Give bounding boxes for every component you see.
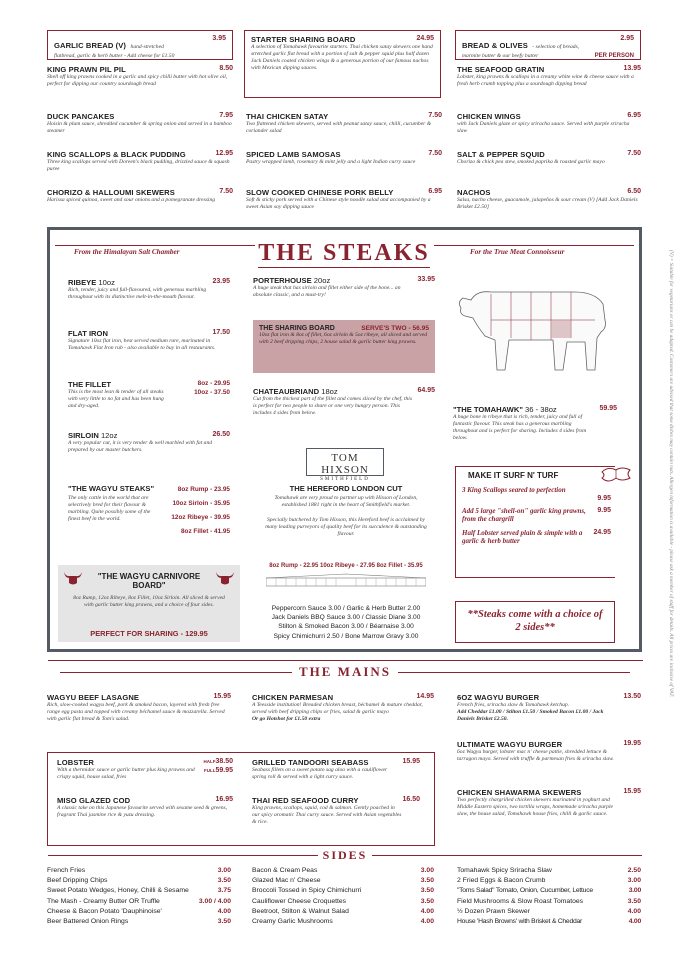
item-name: DUCK PANCAKES [47, 112, 115, 121]
surf-title: MAKE IT SURF N' TURF [468, 471, 559, 480]
item-size: 20oz [313, 276, 331, 285]
item-price: 8oz Fillet - 41.95 [180, 528, 230, 535]
item-name: THAI RED SEAFOOD CURRY [252, 796, 359, 805]
item-price: PERFECT FOR SHARING - 129.95 [90, 629, 208, 638]
side-item [457, 876, 641, 886]
item-price: 12oz Ribeye - 39.95 [171, 514, 230, 521]
item-price: 24.95 [416, 35, 434, 42]
item-name: KING SCALLOPS & BLACK PUDDING [47, 150, 186, 159]
side-name: The Mash - Creamy Butter OR Truffle [47, 897, 160, 905]
starter-king-prawn-pil-pil [47, 65, 233, 88]
starter-chicken-wings [457, 112, 641, 135]
right-subtitle: For the True Meat Connoisseur [470, 248, 565, 256]
item-name: LOBSTER [57, 758, 94, 767]
item-name: CHICKEN SHAWARMA SKEWERS [457, 788, 582, 797]
item-price: 16.95 [215, 796, 233, 803]
item-price: 7.95 [219, 112, 233, 119]
item-name: "THE TOMAHAWK" [453, 405, 523, 414]
item-extra: Add Cheddar £1.00 / Stilton £1.50 / Smoked Bacon £1.00 / Jack Daniels Brisket £2.50. [457, 708, 604, 722]
side-price: 2.50 [627, 867, 641, 874]
item-name: RIBEYE [68, 278, 97, 287]
item-desc: Shell off king prawns cooked in a garlic and spicy chilli butter with hot olive oil, perfect for dipping our country sourdough bread [47, 74, 228, 87]
side-price: 4.00 [420, 918, 434, 926]
item-price: 33.95 [417, 276, 435, 283]
starter-garlic-bread [47, 30, 233, 60]
item-price: 10oz Sirloin - 35.95 [172, 500, 230, 507]
steaks-title: THE STEAKS [258, 240, 430, 266]
surf-item: Add 5 large "shell-on" garlic king prawns, from the chargrill [462, 507, 586, 524]
item-extra: Or go Hotshot for £1.50 extra [252, 715, 321, 722]
side-item [457, 907, 641, 917]
item-desc: Harissa spiced quinoa, sweet and sour onions and a pomegranate dressing [47, 197, 216, 203]
item-desc: Three king scallops served with Doreen's black pudding, drizzled sauce & squash puree [47, 159, 230, 172]
surf-price: 9.95 [597, 495, 611, 502]
item-desc: 10oz flat iron & 8oz of fillet, 6oz sirloin & 5oz ribeye, all sliced and served with 2 beef dripping chips, 2 house salad & garlic butter king prawns. [259, 332, 428, 345]
item-desc: - selection of breads, [532, 44, 580, 50]
item-desc: Specially butchered by Tom Hixson, this Hereford beef is acclaimed by many leading purveyors of quality beef for its succulence & outstanding flavour. [265, 516, 427, 537]
cow-cuts-diagram [455, 280, 613, 378]
side-price: 3.50 [627, 897, 641, 905]
surf-price: 24.95 [593, 528, 611, 536]
side-price: 3.00 [217, 867, 231, 874]
starter-seafood-gratin [457, 65, 641, 88]
item-price: 15.95 [402, 758, 420, 765]
sauce-line: Peppercorn Sauce 3.00 / Garlic & Herb Butter 2.00 [271, 605, 421, 612]
side-price: 4.00 [628, 918, 641, 926]
side-item [252, 917, 434, 927]
item-price: 15.95 [623, 788, 641, 795]
side-item [252, 886, 434, 896]
item-price: 12.95 [215, 150, 233, 157]
starter-king-scallops [47, 150, 233, 173]
item-price: 10oz - 37.50 [194, 389, 230, 396]
sauce-line: Stilton & Smoked Bacon 3.00 / Béarnaise 3.00 [278, 623, 414, 631]
item-price: 8oz Rump - 23.95 [177, 486, 230, 493]
item-name: CHICKEN WINGS [457, 112, 521, 121]
divider [434, 245, 634, 246]
side-item [252, 897, 434, 907]
item-size: 36 - 38oz [525, 405, 557, 414]
side-price: 3.50 [420, 897, 434, 905]
starter-salt-pepper-squid [457, 150, 641, 166]
item-price: 14.95 [416, 693, 434, 700]
item-price: 8.50 [219, 65, 233, 72]
steak-fillet [68, 380, 230, 410]
sides-col-1 [47, 866, 231, 927]
item-price: 6.95 [428, 188, 442, 195]
item-name: THE SHARING BOARD [259, 325, 335, 332]
side-item [47, 897, 231, 907]
sides-col-3 [457, 866, 641, 927]
side-name: Field Mushrooms & Slow Roast Tomatoes [457, 897, 584, 905]
item-size: 10oz [98, 278, 115, 287]
item-name: SALT & PEPPER SQUID [457, 150, 545, 159]
item-desc: Soft & sticky pork served with a Chinese style noodle salad and accompanied by a sweet Asian soy dipping sauce [246, 197, 431, 210]
divider [55, 245, 255, 246]
side-name: Glazed Mac n' Cheese [252, 877, 321, 885]
item-desc: flatbread, garlic & herb butter - Add cheese for £1.50 [54, 53, 175, 59]
lobster-icon [600, 462, 634, 488]
item-name: THE SEAFOOD GRATIN [457, 65, 545, 74]
hereford-prices: 8oz Rump - 22.95 10oz Ribeye - 27.95 8oz Fillet - 35.95 [269, 563, 423, 569]
starter-chorizo-halloumi [47, 188, 233, 204]
item-desc: hand-stretched [130, 44, 164, 50]
item-desc: With a thermidor sauce or garlic butter plus king prawns and crispy squid, house salad, fries [57, 767, 195, 780]
side-item [47, 886, 231, 896]
item-name: WAGYU BEEF LASAGNE [47, 693, 140, 702]
item-name: GARLIC BREAD (V) [54, 41, 127, 50]
item-name: CHATEAUBRIAND [253, 387, 320, 396]
item-price: 59.95 [215, 767, 233, 774]
side-name: Creamy Garlic Mushrooms [252, 918, 333, 926]
item-desc: Salsa, nacho cheese, guacamole, jalapeños & sour cream (V) [Add Jack Daniels Brisket £2.50] [457, 197, 638, 210]
item-name: SLOW COOKED CHINESE PORK BELLY [246, 188, 394, 197]
item-price: 7.50 [428, 112, 442, 119]
item-name: CHICKEN PARMESAN [252, 693, 334, 702]
sharing-board [253, 320, 435, 373]
main-lobster: LOBSTER HALF38.50 With a thermidor sauce or garlic butter plus king prawns and crispy squid, house salad, fries FULL59.95 [57, 758, 233, 780]
starter-sharing-board [244, 30, 441, 98]
main-wagyu-burger [457, 693, 641, 723]
side-item [47, 907, 231, 917]
steak-flat-iron [68, 329, 230, 352]
item-desc: Tomahawk are very proud to partner up with Hixson of London, established 1881 right in the heart of Smithfield's market. [274, 495, 418, 508]
allergen-note: (V) = Suitable for vegetarians or can be adapted. Customers are advised that some dishes may contain nuts. Allergen information is available - please ask a member of staff for details. All prices are inclusive of VAT. [668, 250, 674, 698]
item-price: 23.95 [212, 278, 230, 285]
surf-price: 9.95 [597, 507, 611, 514]
steak-tomahawk [453, 405, 617, 442]
surf-item: 3 King Scallops seared to perfection [462, 486, 566, 494]
side-item [252, 876, 434, 886]
sides-col-2 [252, 866, 434, 927]
side-name: Cauliflower Cheese Croquettes [252, 897, 347, 905]
side-price: 3.50 [217, 877, 231, 885]
carnivore-board [58, 565, 240, 642]
mains-title: THE MAINS [298, 664, 392, 679]
side-price: 4.00 [217, 907, 231, 915]
sauce-line: Spicy Chimichurri 2.50 / Bone Marrow Gravy 3.00 [273, 632, 419, 640]
side-price: 4.00 [420, 907, 434, 915]
item-name: THAI CHICKEN SATAY [246, 112, 329, 121]
main-tandoori-seabass [252, 758, 420, 781]
side-price: 3.00 [420, 867, 434, 874]
side-name: Beetroot, Stilton & Walnut Salad [252, 907, 349, 915]
surf-item: Half Lobster served plain & simple with a garlic & herb butter [462, 528, 583, 546]
side-name: Sweet Potato Wedges, Honey, Chilli & Sesame [47, 887, 189, 895]
item-name: FLAT IRON [68, 329, 108, 338]
two-sides-note [455, 601, 615, 643]
main-wagyu-lasagne [47, 693, 231, 723]
item-price: 13.50 [623, 693, 641, 700]
item-name: THE HEREFORD LONDON CUT [289, 484, 403, 493]
item-desc: This is the most lean & tender of all steaks with very little to no fat and has been hung and dry-aged. [68, 389, 164, 409]
logo-text: TOM HIXSON [321, 452, 369, 476]
side-name: Bacon & Cream Peas [252, 867, 318, 874]
side-price: 3.50 [420, 887, 434, 895]
two-sides-text: **Steaks come with a choice of 2 sides** [467, 609, 603, 633]
side-price: 3.00 [627, 877, 641, 885]
item-desc: A selection of Tomahawk favourite starters. Thai chicken satay skewers one hand stretched garlic flat bread with a portion of salt & pepper squid plus half dozen Jack Daniels coated chicken wings & a generous portion of our famous nachos with Mexican dipping sauces. [251, 44, 433, 71]
side-price: 3.00 / 4.00 [198, 897, 231, 905]
item-desc: marmite butter & our beefy butter [462, 53, 539, 59]
item-name: GRILLED TANDOORI SEABASS [252, 758, 369, 767]
item-name: SPICED LAMB SAMOSAS [246, 150, 341, 159]
divider [258, 267, 430, 268]
side-name: ½ Dozen Prawn Skewer [457, 907, 530, 915]
main-thai-seafood-curry [252, 796, 420, 826]
item-price: 38.50 [215, 758, 233, 765]
item-desc: Cut from the thickest part of the fillet and comes sliced by the chef, this is perfect for two people to share or one very hungry person. This includes 4 sides from below. [253, 396, 413, 416]
starter-pork-belly [246, 188, 442, 211]
item-desc: Rich, slow-cooked wagyu beef, pork & smoked bacon, layered with fresh free range egg pasta and topped with creamy béchamel sauce & mozzarella. Served with garlic flat bread & Tom's salad. [47, 702, 225, 722]
sauces-list [258, 604, 434, 641]
item-desc: Rich, tender, juicy and full-flavoured, with generous marbling throughout with its distinctive melt-in-the-mouth flavour. [68, 287, 207, 300]
side-price: 3.50 [420, 877, 434, 885]
item-size: 18oz [321, 387, 338, 396]
starter-thai-chicken-satay [246, 112, 442, 135]
side-name: Broccoli Tossed in Spicy Chimichurri [252, 887, 362, 895]
side-item [457, 886, 641, 896]
item-desc: French fries, sriracha slaw & Tomahawk ketchup. [457, 702, 570, 708]
divider [398, 672, 630, 673]
side-price: 3.50 [217, 918, 231, 926]
side-price: 4.00 [627, 907, 641, 915]
sauce-line: Jack Daniels BBQ Sauce 3.00 / Classic Diane 3.00 [271, 614, 421, 622]
item-price: 7.50 [428, 150, 442, 157]
side-item [457, 866, 641, 876]
item-name: SIRLOIN [68, 431, 99, 440]
side-name: Tomahawk Spicy Sriracha Slaw [457, 867, 552, 874]
item-desc: with Jack Daniels glaze or spicy sriracha sauce. Served with purple sriracha slaw [457, 121, 630, 134]
item-desc: Pastry wrapped lamb, rosemary & mint jelly and a light Indian curry sauce [246, 159, 416, 165]
item-name: KING PRAWN PIL PIL [47, 65, 126, 74]
main-shawarma-skewers [457, 788, 641, 818]
main-ultimate-burger [457, 740, 641, 763]
item-desc: A huge bone in ribeye that is rich, tender, juicy and full of fantastic flavour. This steak has a generous marbling throughout and is perfect for sharing. Includes 4 sides from below. [453, 414, 587, 441]
hereford-cut [262, 484, 430, 538]
starter-lamb-samosas [246, 150, 442, 166]
divider [60, 672, 292, 673]
side-name: 2 Fried Eggs & Bacon Crumb [457, 877, 546, 885]
item-price: 26.50 [212, 431, 230, 438]
steak-sirloin [68, 431, 230, 454]
side-name: Beer Battered Onion Rings [47, 918, 129, 926]
item-price: 7.50 [627, 150, 641, 157]
item-desc: A Teesside institution! Breaded chicken breast, béchamel & mature cheddar, served with beef dripping chips or fries, salad & garlic mayo [252, 702, 423, 715]
item-name: STARTER SHARING BOARD [251, 35, 356, 44]
item-price: 8oz - 29.95 [197, 380, 230, 387]
item-desc: Two flattened chicken skewers, served with peanut satay sauce, chilli, cucumber & coriander salad [246, 121, 432, 134]
side-item [252, 907, 434, 917]
item-price: 6.50 [627, 188, 641, 195]
item-desc: 6oz Wagyu burger, lobster mac n' cheese pattie, shredded lettuce & tarragon mayo. Served with truffle & parmesan fries & sriracha slaw. [457, 749, 614, 762]
starter-duck-pancakes [47, 112, 233, 135]
side-price: 3.75 [217, 887, 231, 895]
divider [48, 855, 318, 856]
item-price: 17.50 [212, 329, 230, 336]
item-price: 13.95 [623, 65, 641, 72]
item-desc: A huge steak that has sirloin and fillet either side of the bone... an absolute classic, and a must-try! [253, 285, 401, 298]
side-item [457, 897, 641, 907]
divider [372, 855, 642, 856]
item-price: 2.95 [620, 35, 634, 42]
item-name: PORTERHOUSE [253, 276, 312, 285]
item-price: 7.50 [219, 188, 233, 195]
item-size: 12oz [100, 431, 118, 440]
steak-ribeye [68, 278, 230, 301]
divider [48, 660, 643, 661]
item-desc: The only cattle in the world that are selectively bred for their flavour & marbling. Quite possibly some of the finest beef in the world. [68, 495, 151, 522]
item-price: 19.95 [623, 740, 641, 747]
bull-icon [62, 569, 84, 587]
item-name: NACHOS [457, 188, 491, 197]
side-name: Cheese & Bacon Potato 'Dauphinoise' [47, 907, 162, 915]
price-note: PER PERSON [594, 53, 634, 59]
item-price: 64.95 [417, 387, 435, 394]
item-price: 6.95 [627, 112, 641, 119]
logo-subtext: SMITHFIELD [320, 477, 370, 482]
smithfield-market-icon [266, 573, 426, 587]
surf-n-turf [455, 466, 615, 578]
item-desc: Lobster, king prawns & scallops in a creamy white wine & cheese sauce with a fresh herb crumb topping plus a sourdough dipping bread [457, 74, 634, 87]
side-name: "Toms Salad" Tomato, Onion, Cucumber, Lettuce [457, 887, 593, 895]
item-desc: A very popular cut, it is very tender & well marbled with fat and prepared by our master butchers. [68, 440, 213, 453]
item-price: 59.95 [599, 405, 617, 412]
left-subtitle: From the Himalayan Salt Chamber [74, 248, 180, 256]
side-name: Beef Dripping Chips [47, 877, 108, 885]
item-desc: Hoisin & plum sauce, shredded cucumber & spring onion and served in a bamboo steamer [47, 121, 232, 134]
item-name: "THE WAGYU STEAKS" [68, 484, 155, 493]
sides-title: SIDES [322, 848, 368, 862]
item-price: 3.95 [212, 35, 226, 42]
bull-icon [214, 569, 236, 587]
side-item [252, 866, 434, 876]
item-price: 16.50 [402, 796, 420, 803]
item-name: "THE WAGYU CARNIVORE BOARD" [97, 572, 201, 591]
item-name: CHORIZO & HALLOUMI SKEWERS [47, 188, 175, 197]
item-desc: A classic take on this Japanese favourite served with sesame seed & greens, fragrant Thai jasmine rice & yuzu dressing. [57, 805, 228, 818]
steak-wagyu [68, 484, 230, 539]
side-item [47, 917, 231, 927]
item-desc: Chorizo & chick pea stew, smoked paprika & roasted garlic mayo [457, 159, 605, 165]
starter-bread-olives [455, 30, 641, 60]
item-price: SERVE'S TWO - 56.95 [361, 325, 429, 332]
steak-chateaubriand [253, 387, 435, 417]
side-item [47, 876, 231, 886]
item-name: MISO GLAZED COD [57, 796, 131, 805]
starter-nachos [457, 188, 641, 211]
item-desc: King prawns, scallops, squid, cod & salmon. Gently poached in our spicy aromatic Thai curry sauce. Served with Asian vegetables & rice. [252, 805, 402, 825]
main-chicken-parmesan [252, 693, 434, 723]
side-name: French Fries [47, 867, 86, 874]
item-name: ULTIMATE WAGYU BURGER [457, 740, 563, 749]
tom-hixson-logo [306, 448, 384, 482]
steak-porterhouse [253, 276, 435, 299]
side-price: 3.00 [628, 887, 641, 895]
side-item [457, 917, 641, 927]
item-name: BREAD & OLIVES [462, 41, 528, 50]
item-desc: 8oz Rump, 12oz Ribeye, 8oz Fillet, 10oz Sirloin. All sliced & served with garlic butter king prawns, and a choice of four sides. [73, 595, 225, 608]
item-name: THE FILLET [68, 380, 112, 389]
side-name: House 'Hash Browns' with Brisket & Cheddar [457, 918, 583, 926]
side-item [47, 866, 231, 876]
main-miso-cod [57, 796, 233, 819]
item-desc: Two perfectly chargrilled chicken skewers marinated in yoghurt and Middle Eastern spices, two tortilla wraps, homemade sriracha purple slaw, the house salad, Tomahawk house fries, chilli & garlic sauce. [457, 797, 613, 817]
item-name: 6OZ WAGYU BURGER [457, 693, 540, 702]
item-price: 15.95 [213, 693, 231, 700]
item-desc: Signature 10oz flat iron, best served medium rare, marinated in Tomahawk Flat Iron rub - also available to buy in all restaurants. [68, 338, 216, 351]
item-desc: Seabass fillets on a sweet potato sag aloo with a cauliflower spring roll & served with a light curry sauce. [252, 767, 388, 780]
